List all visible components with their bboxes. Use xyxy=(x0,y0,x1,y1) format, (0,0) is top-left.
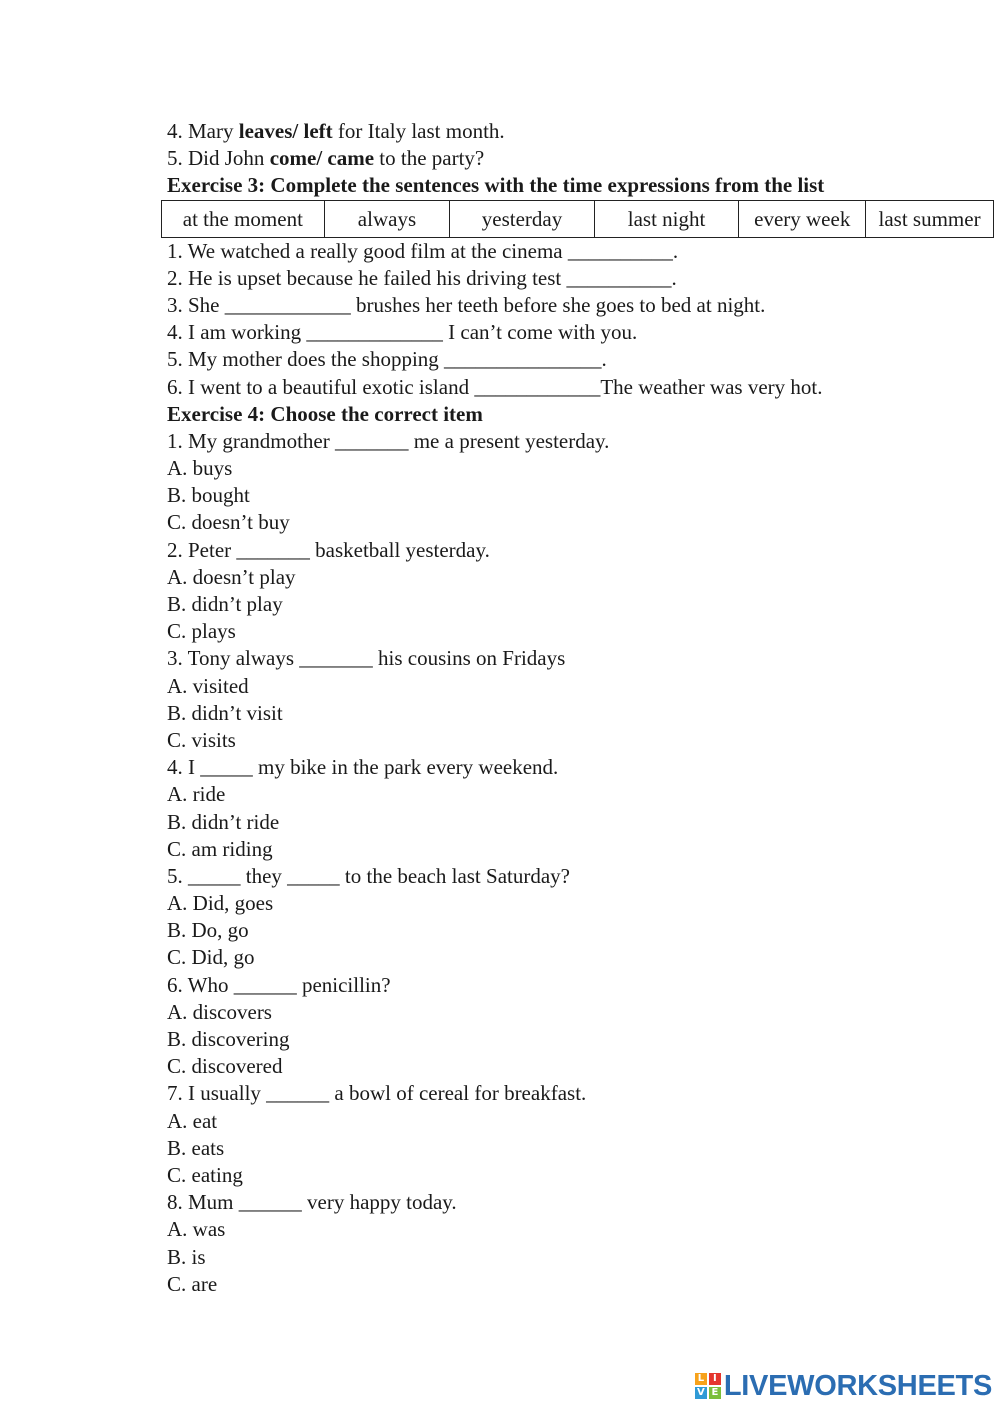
worksheet xyxy=(167,118,1000,1298)
ex4-q8-option-b[interactable]: B. is xyxy=(167,1244,206,1269)
ex4-question-4: 4. I _____ my bike in the park every weekend. xyxy=(167,755,559,780)
ex2-question-4 xyxy=(167,118,1000,145)
ex4-q2-option-b[interactable]: B. didn’t play xyxy=(167,592,283,616)
ex4-q4-option-c[interactable]: C. am riding xyxy=(167,836,273,861)
ex4-question-3: 3. Tony always _______ his cousins on Fridays xyxy=(167,646,566,671)
ex3-sentence-5[interactable]: 5. My mother does the shopping _______________. xyxy=(167,347,607,372)
ex4-q7-option-a[interactable]: A. eat xyxy=(167,1108,218,1133)
ex3-sentence-3[interactable]: 3. She ____________ brushes her teeth before she goes to bed at night. xyxy=(167,292,766,317)
ex3-sentence-2[interactable]: 2. He is upset because he failed his driving test __________. xyxy=(167,265,677,290)
ex4-q2-option-c[interactable]: C. plays xyxy=(167,619,236,644)
ex4-question-2: 2. Peter _______ basketball yesterday. xyxy=(167,537,490,562)
word-list-item: last night xyxy=(594,200,739,237)
ex4-q6-option-c[interactable]: C. discovered xyxy=(167,1054,283,1079)
ex4-q1-option-b[interactable]: B. bought xyxy=(167,483,250,508)
ex3-sentence-6[interactable]: 6. I went to a beautiful exotic island ____________The weather was very hot. xyxy=(167,374,823,399)
ex4-q7-option-b[interactable]: B. eats xyxy=(167,1135,225,1160)
ex4-q6-option-a[interactable]: A. discovers xyxy=(167,999,272,1024)
word-list-item: always xyxy=(324,200,450,237)
ex4-question-1: 1. My grandmother _______ me a present yesterday. xyxy=(167,428,610,453)
logo-mark-letter: V xyxy=(695,1387,707,1399)
ex4-q7-option-c[interactable]: C. eating xyxy=(167,1162,243,1187)
word-list-item: yesterday xyxy=(450,200,595,237)
ex2-question-5 xyxy=(167,145,1000,172)
word-list-item: at the moment xyxy=(162,200,325,237)
ex4-q3-option-a[interactable]: A. visited xyxy=(167,673,249,698)
ex2-q4-pre: 4. Mary xyxy=(167,119,239,143)
logo-text: LIVEWORKSHEETS xyxy=(723,1369,992,1402)
ex4-q3-option-c[interactable]: C. visits xyxy=(167,727,236,752)
ex3-heading: Exercise 3: Complete the sentences with the time expressions from the list xyxy=(167,173,825,198)
ex3-sentence-1[interactable]: 1. We watched a really good film at the cinema __________. xyxy=(167,238,679,263)
ex4-q8-option-a[interactable]: A. was xyxy=(167,1217,226,1242)
ex4-q4-option-b[interactable]: B. didn’t ride xyxy=(167,809,280,834)
ex4-question-6: 6. Who ______ penicillin? xyxy=(167,972,391,997)
ex4-q8-option-c[interactable]: C. are xyxy=(167,1271,218,1296)
ex2-q5-options[interactable]: come/ came xyxy=(269,146,375,171)
logo-mark-letter: I xyxy=(709,1373,721,1385)
word-list-item: last summer xyxy=(866,200,994,237)
ex4-question-7: 7. I usually ______ a bowl of cereal for breakfast. xyxy=(167,1081,587,1106)
ex3-sentence-4[interactable]: 4. I am working _____________ I can’t come with you. xyxy=(167,320,638,345)
ex4-question-8: 8. Mum ______ very happy today. xyxy=(167,1190,457,1215)
ex4-q5-option-c[interactable]: C. Did, go xyxy=(167,945,255,970)
ex2-q4-post: for Italy last month. xyxy=(332,119,505,143)
liveworksheets-logo xyxy=(695,1369,992,1403)
ex4-q4-option-a[interactable]: A. ride xyxy=(167,782,226,807)
ex4-q6-option-b[interactable]: B. discovering xyxy=(167,1027,290,1051)
ex3-word-list xyxy=(161,200,994,238)
ex4-q1-option-a[interactable]: A. buys xyxy=(167,456,233,481)
ex4-q5-option-b[interactable]: B. Do, go xyxy=(167,918,249,943)
ex2-q5-post: to the party? xyxy=(374,146,485,171)
word-list-item: every week xyxy=(739,200,866,237)
ex2-q5-pre: 5. Did John xyxy=(167,146,270,171)
ex4-q3-option-b[interactable]: B. didn’t visit xyxy=(167,700,283,725)
ex4-q2-option-a[interactable]: A. doesn’t play xyxy=(167,564,296,589)
logo-mark-icon xyxy=(695,1373,721,1399)
logo-mark-letter: L xyxy=(695,1373,707,1385)
ex2-q4-options[interactable]: leaves/ left xyxy=(238,119,333,143)
logo-mark-letter: E xyxy=(709,1387,721,1399)
ex4-question-5: 5. _____ they _____ to the beach last Saturday? xyxy=(167,863,570,888)
ex4-heading: Exercise 4: Choose the correct item xyxy=(167,401,483,426)
ex4-q1-option-c[interactable]: C. doesn’t buy xyxy=(167,510,290,535)
ex4-q5-option-a[interactable]: A. Did, goes xyxy=(167,891,274,916)
